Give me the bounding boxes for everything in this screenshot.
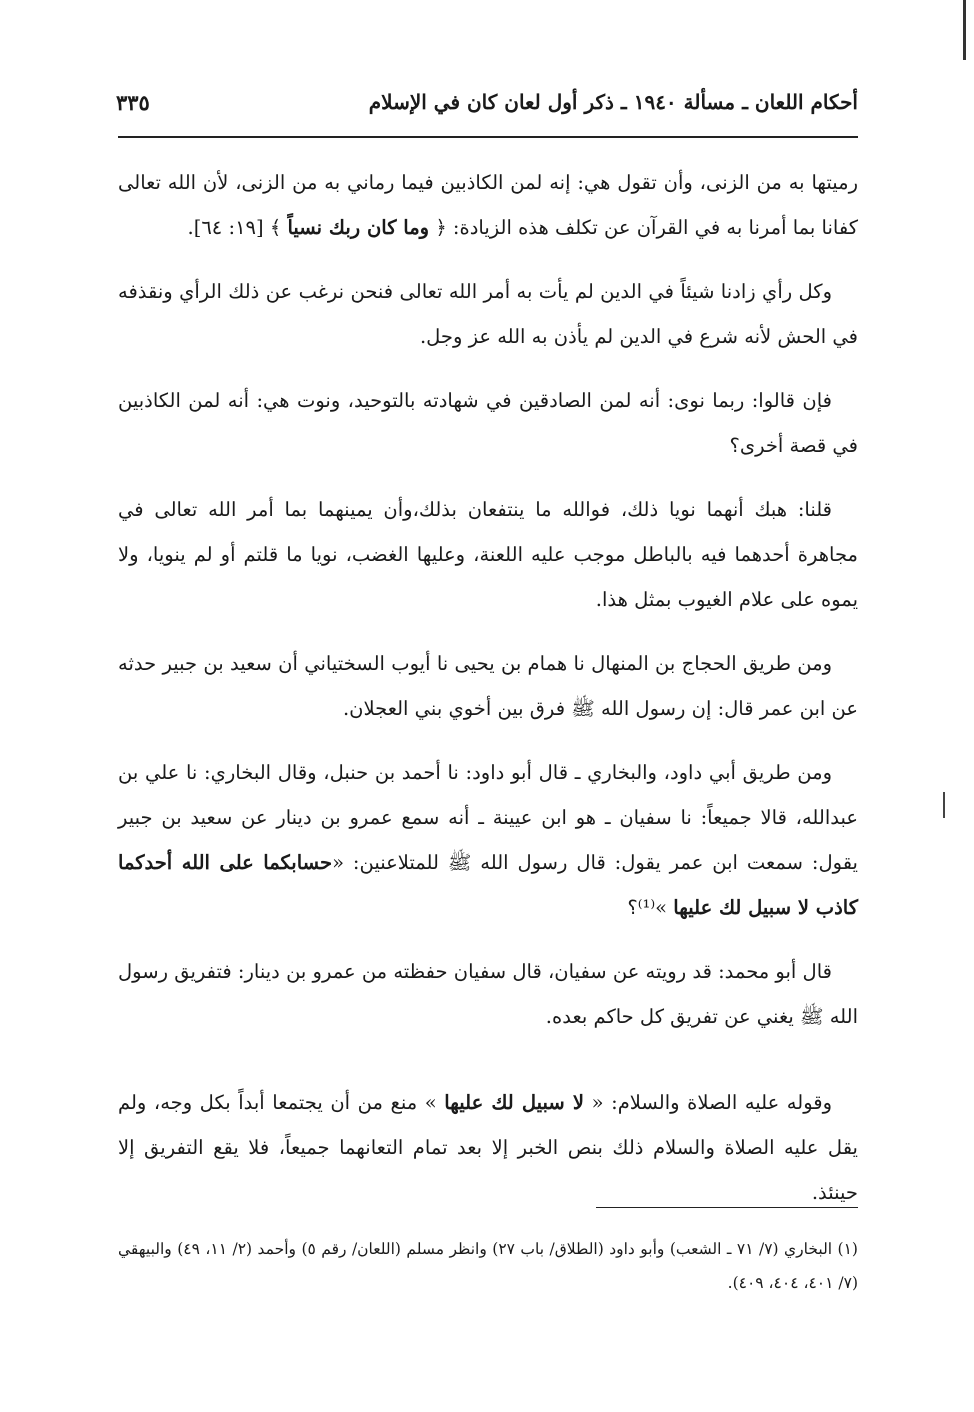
page-header: [116, 86, 858, 126]
paragraph-3: فإن قالوا: ربما نوى: أنه لمن الصادقين في شهادته بالتوحيد، ونوت هي: أنه لمن الكاذبين في قصة أخرى؟: [118, 389, 858, 457]
verse-reference: ﴾ [١٩: ٦٤].: [187, 216, 282, 239]
page-number: ٣٣٥: [116, 90, 150, 115]
hadith-quote: حسابكما على الله أحدكما كاذب لا سبيل لك عليها: [118, 851, 858, 919]
header-divider: [118, 136, 858, 138]
hadith-quote-2: لا سبيل لك عليها: [444, 1091, 585, 1114]
paragraph-2: وكل رأي زادنا شيئاً في الدين لم يأت به أمر الله تعالى فنحن نرغب عن ذلك الرأي ونقذفه في الحش لأنه شرع في الدين لم يأذن به الله عز وجل.: [118, 280, 858, 348]
footnote-marker: »⁽¹⁾؟: [627, 896, 668, 919]
paragraph-1: [118, 160, 858, 250]
paragraph-4: قلنا: هبك أنهما نويا ذلك، فوالله ما ينتفعان بذلك،وأن يمينهما بما أمر الله تعالى في مجاهرة أحدهما فيه بالباطل موجب عليه اللعنة، وعليها الغضب، نويا ما قلتم أو لم ينويا، ولا يموه على علام الغيوب بمثل هذا.: [118, 498, 858, 611]
paragraph-8-start: وقوله عليه الصلاة والسلام: «: [591, 1091, 833, 1114]
paragraph-7: قال أبو محمد: قد رويته عن سفيان، قال سفيان حفظته من عمرو بن دينار: فتفريق رسول الله ﷺ يغني عن تفريق كل حاكم بعده.: [118, 960, 858, 1028]
paragraph-6: [118, 750, 858, 930]
footnote: (١) البخاري (٧/ ٧١ ـ الشعب) وأبو داود (الطلاق/ باب ٢٧) وانظر مسلم (اللعان/ رقم ٥) وأحمد (٢/ ١١، ٤٩) والبيهقي (٧/ ٤٠١، ٤٠٤، ٤٠٩).: [118, 1240, 858, 1292]
paragraph-1-text: رميتها به من الزنى، وأن تقول هي: إنه لمن الكاذبين فيما رماني به من الزنى، لأن الله تعالى كفانا بما أمرنا به في القرآن عن تكلف هذه الزيادة: ﴿: [118, 171, 858, 239]
paragraph-8-end: » منع من أن يجتمعا أبداً بكل وجه، ولم يقل عليه الصلاة والسلام ذلك بنص الخبر إلا بعد تمام التعانهما جميعاً، فلا يقع التفريق إلا حينئذ.: [118, 1091, 858, 1204]
quran-verse: وما كان ربك نسياً: [287, 216, 430, 239]
scan-edge-mark: [963, 0, 966, 60]
paragraph-gap: [118, 1058, 858, 1080]
footnote-divider: [596, 1207, 858, 1208]
paragraph-6-text: ومن طريق أبي داود، والبخاري ـ قال أبو داود: نا أحمد بن حنبل، وقال البخاري: نا علي بن عبدالله، قالا جميعاً: نا سفيان ـ هو ابن عيينة ـ أنه سمع عمرو بن دينار عن سعيد بن جبير يقول: سمعت ابن عمر يقول: قال رسول الله ﷺ للمتلاعنين: «: [118, 761, 858, 874]
margin-pen-mark: [943, 792, 945, 818]
running-title: أحكام اللعان ـ مسألة ١٩٤٠ ـ ذكر أول لعان كان في الإسلام: [368, 90, 858, 114]
main-text: [118, 160, 858, 1215]
paragraph-5: ومن طريق الحجاج بن المنهال نا همام بن يحيى نا أيوب السختياني أن سعيد بن جبير حدثه عن ابن عمر قال: إن رسول الله ﷺ فرق بين أخوي بني العجلان.: [118, 652, 858, 720]
paragraph-8: [118, 1080, 858, 1215]
